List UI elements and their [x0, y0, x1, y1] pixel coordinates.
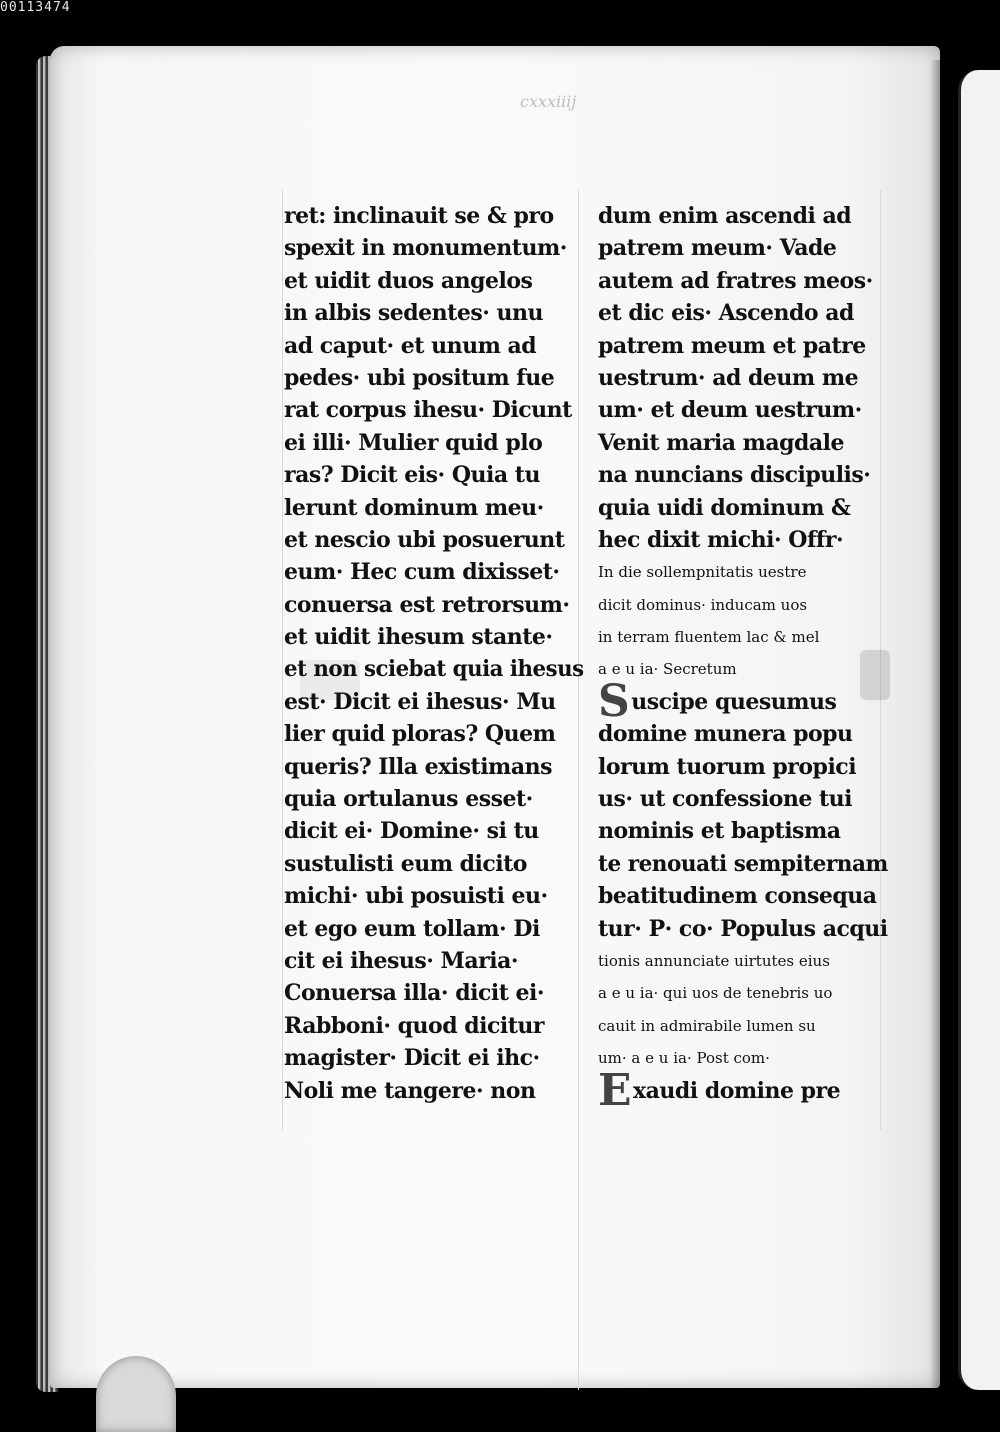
text-line: et uidit ihesum stante· — [284, 624, 553, 651]
line-text: a e u ia· qui uos de tenebris uo — [598, 984, 833, 1003]
line-text: In die sollempnitatis uestre — [598, 563, 807, 582]
line-text: cauit in admirabile lumen su — [598, 1016, 816, 1035]
text-line: pedes· ubi positum fue — [284, 364, 555, 391]
text-line: et nescio ubi posuerunt — [284, 526, 565, 553]
line-text: quia uidi dominum & — [598, 494, 851, 521]
text-line — [598, 524, 888, 556]
text-line: michi· ubi posuisti eu· — [284, 883, 548, 910]
line-text: dum enim ascendi ad — [598, 203, 852, 229]
text-column-left — [284, 200, 584, 1107]
line-text: tionis annunciate uirtutes eius — [598, 951, 830, 970]
text-line: et non sciebat quia ihesus — [284, 656, 584, 683]
rubric-line — [598, 653, 888, 685]
text-line: Rabboni· quod dicitur — [284, 1012, 544, 1039]
line-text: patrem meum et patre — [598, 332, 866, 359]
rubric-line — [598, 1042, 888, 1074]
rubric-line — [598, 621, 888, 653]
line-text: us· ut confessione tui — [598, 786, 853, 813]
line-text: hec dixit michi· Offr· — [598, 526, 844, 553]
rubric-line — [598, 556, 888, 588]
text-line — [598, 492, 888, 524]
text-line — [598, 815, 888, 847]
gutter-shadow — [930, 60, 960, 1390]
line-text: tur· P· co· Populus acqui — [598, 915, 888, 942]
rubric-line — [598, 589, 888, 621]
text-line — [598, 880, 888, 912]
text-line — [598, 913, 888, 945]
line-text: autem ad fratres meos· — [598, 267, 873, 294]
text-line — [598, 200, 888, 232]
rubric-line — [598, 945, 888, 977]
text-line: spexit in monumentum· — [284, 235, 567, 262]
line-text: in terram fluentem lac & mel — [598, 628, 820, 647]
text-line — [598, 265, 888, 297]
text-line: conuersa est retrorsum· — [284, 591, 570, 618]
text-line: quia ortulanus esset· — [284, 786, 533, 813]
text-line: eum· Hec cum dixisset· — [284, 559, 560, 586]
ruling-line — [282, 190, 283, 1130]
line-text: um· et deum uestrum· — [598, 397, 862, 424]
text-line: lerunt dominum meu· — [284, 494, 544, 521]
rubric-line — [598, 1010, 888, 1042]
text-line: cit ei ihesus· Maria· — [284, 947, 518, 974]
text-line — [598, 675, 888, 727]
line-text: na nuncians discipulis· — [598, 462, 871, 489]
line-text: a e u ia· Secretum — [598, 660, 737, 679]
decorated-initial: S — [598, 675, 630, 727]
text-line: et ego eum tollam· Di — [284, 915, 540, 942]
text-line: magister· Dicit ei ihc· — [284, 1045, 540, 1072]
line-text: xaudi domine pre — [633, 1077, 841, 1104]
text-line — [598, 232, 888, 264]
text-line: lier quid ploras? Quem — [284, 721, 556, 748]
rubric-line — [598, 977, 888, 1009]
text-line: ei illi· Mulier quid plo — [284, 429, 543, 456]
line-text: patrem meum· Vade — [598, 235, 837, 262]
decorated-initial: E — [598, 1064, 632, 1116]
line-text: et dic eis· Ascendo ad — [598, 300, 854, 327]
text-line: in albis sedentes· unu — [284, 300, 544, 327]
text-line: queris? Illa existimans — [284, 753, 552, 780]
text-line: Noli me tangere· non — [284, 1077, 536, 1104]
line-text: lorum tuorum propici — [598, 753, 857, 780]
folio-mark: cxxxiiij — [520, 92, 577, 111]
line-text: um· a e u ia· Post com· — [598, 1049, 770, 1068]
text-line: sustulisti eum dicito — [284, 850, 527, 877]
text-line — [598, 362, 888, 394]
text-line: dicit ei· Domine· si tu — [284, 818, 539, 845]
line-text: uscipe quesumus — [631, 688, 837, 715]
text-line: Conuersa illa· dicit ei· — [284, 980, 545, 1007]
text-line — [598, 459, 888, 491]
holding-thumb — [96, 1356, 176, 1432]
text-line — [598, 783, 888, 815]
text-line — [598, 394, 888, 426]
line-text: Venit maria magdale — [598, 429, 845, 456]
text-line — [598, 848, 888, 880]
facing-page-edge — [958, 70, 1000, 1390]
text-line — [598, 297, 888, 329]
text-line: rat corpus ihesu· Dicunt — [284, 397, 572, 424]
text-column-right — [598, 200, 888, 1116]
line-text: dicit dominus· inducam uos — [598, 595, 808, 614]
text-line: et uidit duos angelos — [284, 267, 533, 294]
line-text: uestrum· ad deum me — [598, 364, 859, 391]
text-line — [598, 751, 888, 783]
text-line: ras? Dicit eis· Quia tu — [284, 462, 540, 489]
text-line — [598, 427, 888, 459]
text-line — [598, 718, 888, 750]
line-text: beatitudinem consequa — [598, 883, 877, 910]
text-line: est· Dicit ei ihesus· Mu — [284, 688, 556, 715]
line-text: te renouati sempiternam — [598, 850, 888, 877]
text-line — [598, 1064, 888, 1116]
line-text: domine munera popu — [598, 721, 853, 748]
line-text: nominis et baptisma — [598, 818, 841, 845]
text-line: ad caput· et unum ad — [284, 332, 537, 359]
archive-id: 00113474 — [0, 0, 71, 15]
text-line: ret: inclinauit se & pro — [284, 203, 554, 229]
text-line — [598, 330, 888, 362]
